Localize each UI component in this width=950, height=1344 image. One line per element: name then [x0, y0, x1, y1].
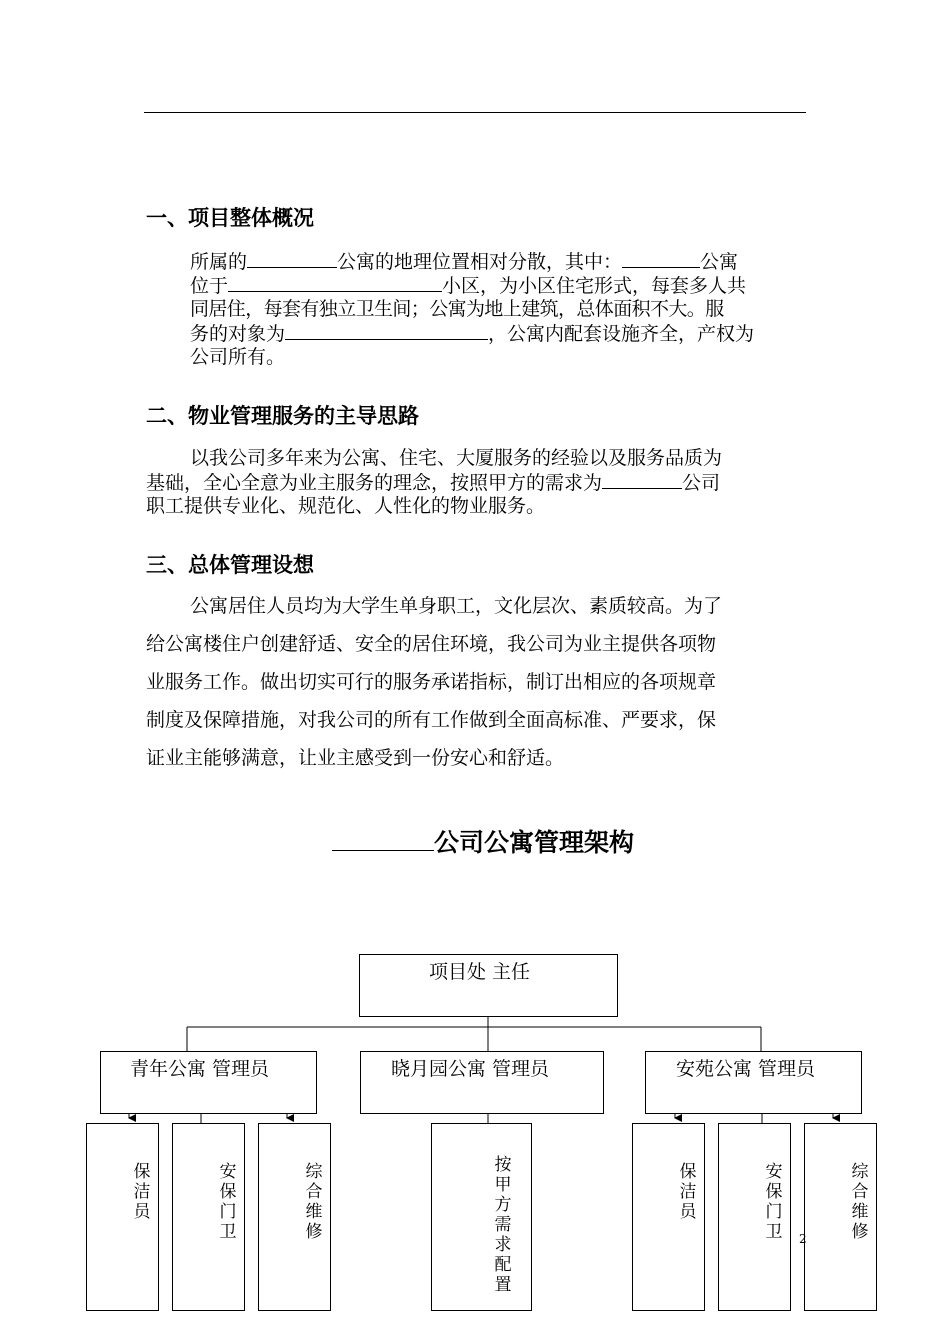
text: 公寓的地理位置相对分散，其中： — [337, 251, 623, 273]
staff-label-right-maintenance: 综合维修 — [851, 1162, 869, 1242]
section1-line-3: 同居住，每套有独立卫生间；公寓为地上建筑，总体面积不大。服 — [190, 298, 724, 320]
fill-blank — [247, 249, 337, 268]
staff-label-right-security: 安保门卫 — [765, 1162, 783, 1242]
section3-line-2: 给公寓楼住户创建舒适、安全的居住环境，我公司为业主提供各项物 — [146, 633, 717, 655]
text: 基础，全心全意为业主服务的理念，按照甲方的需求为 — [146, 472, 603, 494]
text: ，公寓内配套设施齐全，产权为 — [488, 323, 755, 345]
section2-line-1: 以我公司多年来为公寓、住宅、大厦服务的经验以及服务品质为 — [190, 447, 723, 469]
section1-line-5: 公司所有。 — [190, 346, 286, 368]
text: 小区，为小区住宅形式，每套多人共 — [442, 275, 747, 297]
section3-line-4: 制度及保障措施，对我公司的所有工作做到全面高标准、严要求，保 — [146, 709, 717, 731]
text: 所属的 — [190, 251, 248, 273]
page-number: 2 — [799, 1232, 807, 1246]
section2-line-3: 职工提供专业化、规范化、人性化的物业服务。 — [146, 495, 546, 517]
fill-blank — [285, 321, 488, 340]
section1-heading: 一、项目整体概况 — [146, 206, 314, 230]
manager-label-xiaoyueyuan: 晓月园公寓 管理员 — [391, 1058, 550, 1080]
manager-label-anyuan: 安苑公寓 管理员 — [676, 1058, 816, 1080]
section3-heading: 三、总体管理设想 — [146, 553, 314, 577]
staff-box-mid — [431, 1123, 532, 1311]
fill-blank — [622, 249, 700, 268]
staff-label-left-security: 安保门卫 — [219, 1162, 237, 1242]
section1-line-4 — [190, 321, 754, 346]
org-chart-title — [332, 824, 634, 860]
fill-blank — [332, 824, 434, 851]
text: 务的对象为 — [190, 323, 286, 345]
text: 位于 — [190, 275, 229, 297]
manager-label-qingnian: 青年公寓 管理员 — [130, 1058, 270, 1080]
text: 公司公寓管理架构 — [434, 828, 635, 857]
section3-line-1: 公寓居住人员均为大学生单身职工，文化层次、素质较高。为了 — [190, 595, 723, 617]
section3-line-3: 业服务工作。做出切实可行的服务承诺指标，制订出相应的各项规章 — [146, 671, 717, 693]
section2-heading: 二、物业管理服务的主导思路 — [146, 404, 419, 428]
fill-blank — [228, 273, 442, 292]
section3-line-5: 证业主能够满意，让业主感受到一份安心和舒适。 — [146, 747, 565, 769]
staff-label-mid: 按甲方需求配置 — [494, 1155, 512, 1295]
section1-line-2 — [190, 273, 746, 298]
staff-label-left-maintenance: 综合维修 — [305, 1162, 323, 1242]
staff-label-left-cleaner: 保洁员 — [133, 1162, 151, 1222]
text: 公司 — [682, 472, 721, 494]
staff-label-right-cleaner: 保洁员 — [679, 1162, 697, 1222]
text: 公寓 — [700, 251, 739, 273]
fill-blank — [602, 470, 682, 489]
header-rule — [144, 112, 806, 113]
section1-line-1 — [190, 249, 738, 274]
director-label: 项目处 主任 — [429, 961, 531, 983]
section2-line-2 — [146, 470, 720, 495]
